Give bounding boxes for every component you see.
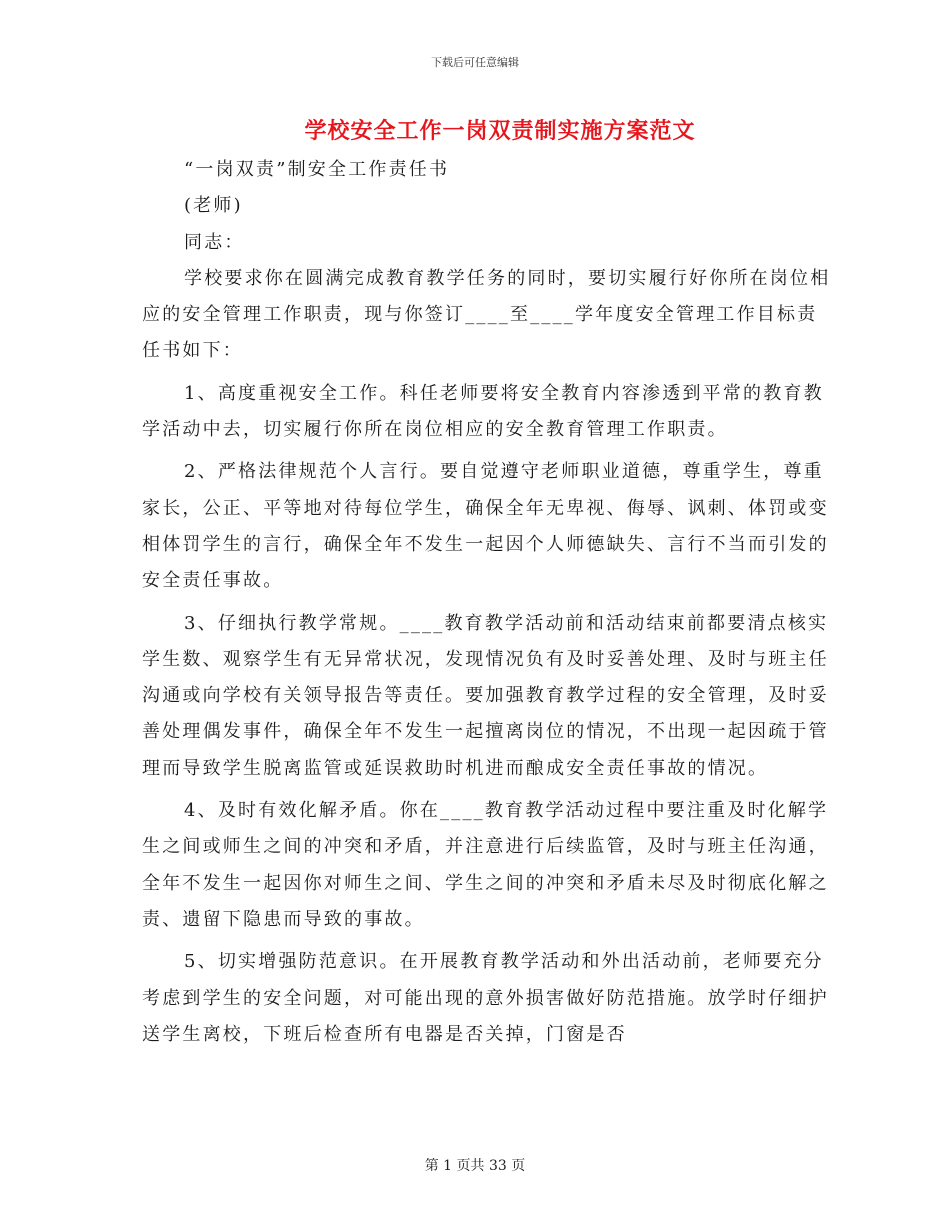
recipient: (老师) [184,195,243,217]
list-item-2: 2、严格法律规范个人言行。要自觉遵守老师职业道德，尊重学生，尊重家长，公正、平等地对待每位学生，确保全年无卑视、侮辱、讽刺、体罚或变相体罚学生的言行，确保全年不发生一起因个人师德缺失、言行不当而引发的安全责任事故。 [142,461,829,592]
list-item-1: 1、高度重视安全工作。科任老师要将安全教育内容渗透到平常的教育教学活动中去，切实履行你所在岗位相应的安全教育管理工作职责。 [142,382,824,441]
document-title: 学校安全工作一岗双责制实施方案范文 [304,118,696,144]
list-item-5: 5、切实增强防范意识。在开展教育教学活动和外出活动前，老师要充分考虑到学生的安全问题，对可能出现的意外损害做好防范措施。放学时仔细护送学生离校，下班后检查所有电器是否关掉，门窗是否 [142,951,829,1045]
subtitle: “一岗双责”制安全工作责任书 [184,159,450,180]
intro-paragraph: 学校要求你在圆满完成教育教学任务的同时，要切实履行好你所在岗位相应的安全管理工作职责，现与你签订____至____学年度安全管理工作目标责任书如下： [142,267,831,362]
list-item-4: 4、及时有效化解矛盾。你在____教育教学活动过程中要注重及时化解学生之间或师生之间的冲突和矛盾，并注意进行后续监管，及时与班主任沟通，全年不发生一起因你对师生之间、学生之间的冲突和矛盾未尽及时彻底化解之责、遗留下隐患而导致的事故。 [142,800,829,930]
list-item-3: 3、仔细执行教学常规。____教育教学活动前和活动结束前都要清点核实学生数、观察学生有无异常状况，发现情况负有及时妥善处理、及时与班主任沟通或向学校有关领导报告等责任。要加强教育教学过程的安全管理，及时妥善处理偶发事件，确保全年不发生一起擅离岗位的情况，不出现一起因疏于管理而导致学生脱离监管或延误救助时机进而酿成安全责任事故的情况。 [142,612,829,779]
salutation: 同志： [184,231,245,253]
document-body [142,152,832,1053]
header-note: 下载后可任意编辑 [431,56,519,69]
page-footer: 第 1 页共 33 页 [424,1158,526,1174]
